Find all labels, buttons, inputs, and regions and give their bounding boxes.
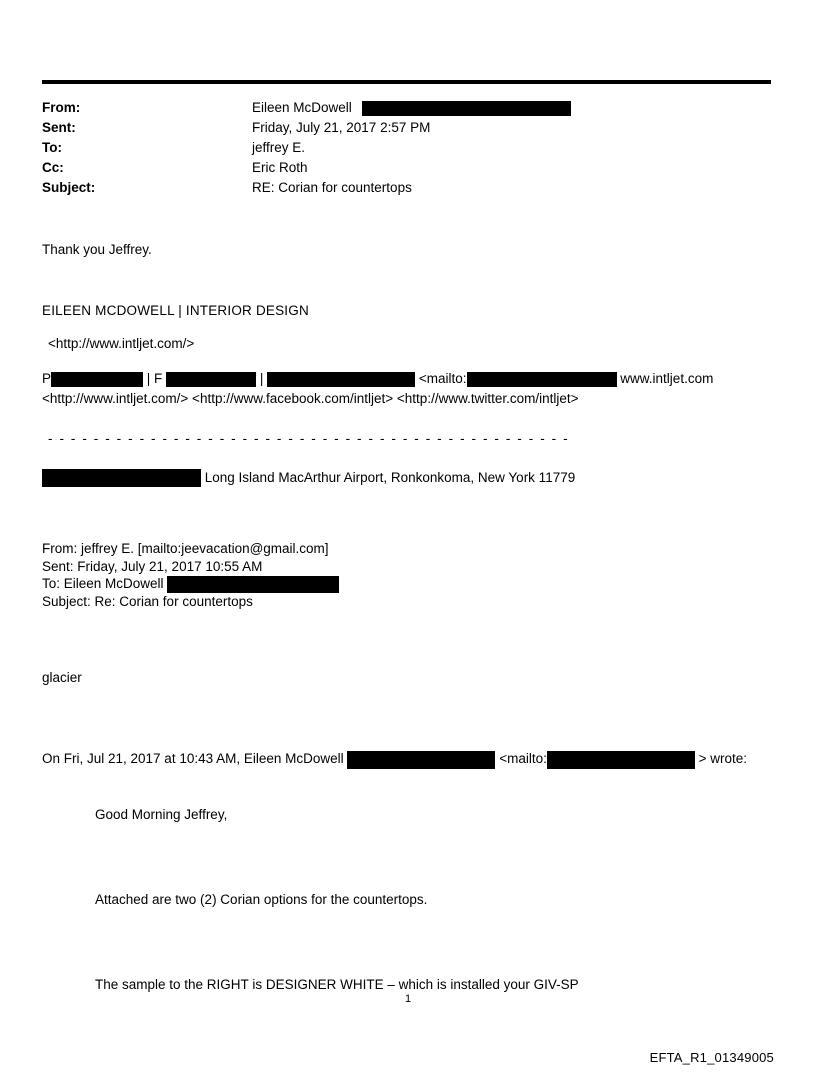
signature-social-links[interactable]: <http://www.intljet.com/> <http://www.facebook.com/intljet> <http://www.twitter.com/intljet> bbox=[42, 391, 579, 406]
redaction-bar-email bbox=[467, 372, 617, 387]
header-row-from bbox=[42, 98, 772, 118]
spacer bbox=[42, 646, 772, 668]
spacer bbox=[42, 953, 772, 975]
header-label-sent: Sent: bbox=[42, 120, 76, 135]
header-label-cc: Cc: bbox=[42, 160, 64, 175]
spacer bbox=[42, 198, 772, 240]
spacer bbox=[42, 909, 772, 953]
fax-prefix: | F bbox=[146, 371, 163, 386]
header-value-to: jeffrey E. bbox=[252, 140, 306, 155]
bates-number: EFTA_R1_01349005 bbox=[649, 1050, 774, 1065]
quoted-header-to bbox=[42, 575, 772, 593]
spacer bbox=[42, 723, 772, 749]
spacer bbox=[42, 687, 772, 723]
spacer bbox=[42, 409, 772, 431]
redaction-bar-phone bbox=[51, 372, 143, 387]
quoted-wrote-line bbox=[42, 749, 772, 769]
from-name: Eileen McDowell bbox=[252, 100, 352, 115]
phone-prefix: P bbox=[42, 371, 52, 386]
header-label-to: To: bbox=[42, 140, 62, 155]
redaction-bar-wrote-name bbox=[347, 751, 495, 769]
header-value-sent: Friday, July 21, 2017 2:57 PM bbox=[252, 120, 431, 135]
quoted-header-from bbox=[42, 540, 772, 558]
quoted-reply-text: glacier bbox=[42, 670, 82, 686]
email-document bbox=[42, 80, 772, 994]
redaction-bar-address bbox=[42, 469, 201, 487]
quoted-header-sent: Sent: Friday, July 21, 2017 10:55 AM bbox=[42, 558, 263, 574]
quoted-from-text: From: jeffrey E. [mailto:jeevacation@gmail.com] bbox=[42, 541, 329, 556]
contact-separator: | bbox=[259, 371, 264, 386]
wrote-mailto-text: <mailto: bbox=[499, 751, 547, 767]
spacer bbox=[42, 318, 772, 336]
header-value-from bbox=[252, 98, 772, 118]
header-value-cc: Eric Roth bbox=[252, 160, 308, 175]
header-row-cc bbox=[42, 158, 772, 178]
quoted-line-2: Attached are two (2) Corian options for the countertops. bbox=[95, 892, 428, 908]
spacer bbox=[42, 824, 772, 868]
header-row-subject bbox=[42, 178, 772, 198]
spacer bbox=[42, 259, 772, 303]
email-header-table bbox=[42, 98, 772, 198]
spacer bbox=[42, 868, 772, 890]
header-value-subject: RE: Corian for countertops bbox=[252, 180, 412, 195]
signature-divider: - - - - - - - - - - - - - - - - - - - - - - - - - - - - - - - - - - - - - - - - - - - - - - bbox=[48, 431, 570, 446]
spacer bbox=[42, 351, 772, 369]
address-text: Long Island MacArthur Airport, Ronkonkoma, New York 11779 bbox=[204, 470, 576, 485]
signature-address-line bbox=[42, 468, 772, 488]
signature-website-link[interactable]: <http://www.intljet.com/> bbox=[48, 336, 195, 351]
greeting-text: Thank you Jeffrey. bbox=[42, 242, 152, 257]
spacer bbox=[42, 610, 772, 646]
redaction-bar-from bbox=[362, 101, 571, 116]
wrote-prefix-text: On Fri, Jul 21, 2017 at 10:43 AM, Eileen McDowell bbox=[42, 751, 344, 767]
spacer bbox=[42, 446, 772, 468]
header-row-to bbox=[42, 138, 772, 158]
header-divider-rule bbox=[42, 80, 771, 84]
website-text[interactable]: www.intljet.com bbox=[620, 371, 714, 386]
header-row-sent bbox=[42, 118, 772, 138]
header-label-from: From: bbox=[42, 100, 81, 115]
redaction-bar-wrote-email bbox=[547, 751, 695, 769]
header-label-subject: Subject: bbox=[42, 180, 96, 195]
spacer bbox=[42, 488, 772, 540]
mailto-prefix: <mailto: bbox=[418, 371, 467, 386]
quoted-line-1: Good Morning Jeffrey, bbox=[95, 807, 228, 823]
signature-contact-line bbox=[42, 369, 772, 389]
quoted-line-3: The sample to the RIGHT is DESIGNER WHITE – which is installed your GIV-SP bbox=[95, 977, 579, 993]
redaction-bar-fax bbox=[166, 372, 256, 387]
wrote-suffix-text: > wrote: bbox=[698, 751, 748, 767]
spacer bbox=[42, 769, 772, 805]
quoted-header-subject: Subject: Re: Corian for countertops bbox=[42, 593, 253, 609]
quoted-to-text: To: Eileen McDowell bbox=[42, 576, 164, 591]
signature-name: EILEEN MCDOWELL | INTERIOR DESIGN bbox=[42, 303, 309, 318]
page-number: 1 bbox=[404, 993, 412, 1005]
redaction-bar-mobile bbox=[267, 372, 415, 387]
redaction-bar-quoted-to bbox=[167, 576, 339, 593]
